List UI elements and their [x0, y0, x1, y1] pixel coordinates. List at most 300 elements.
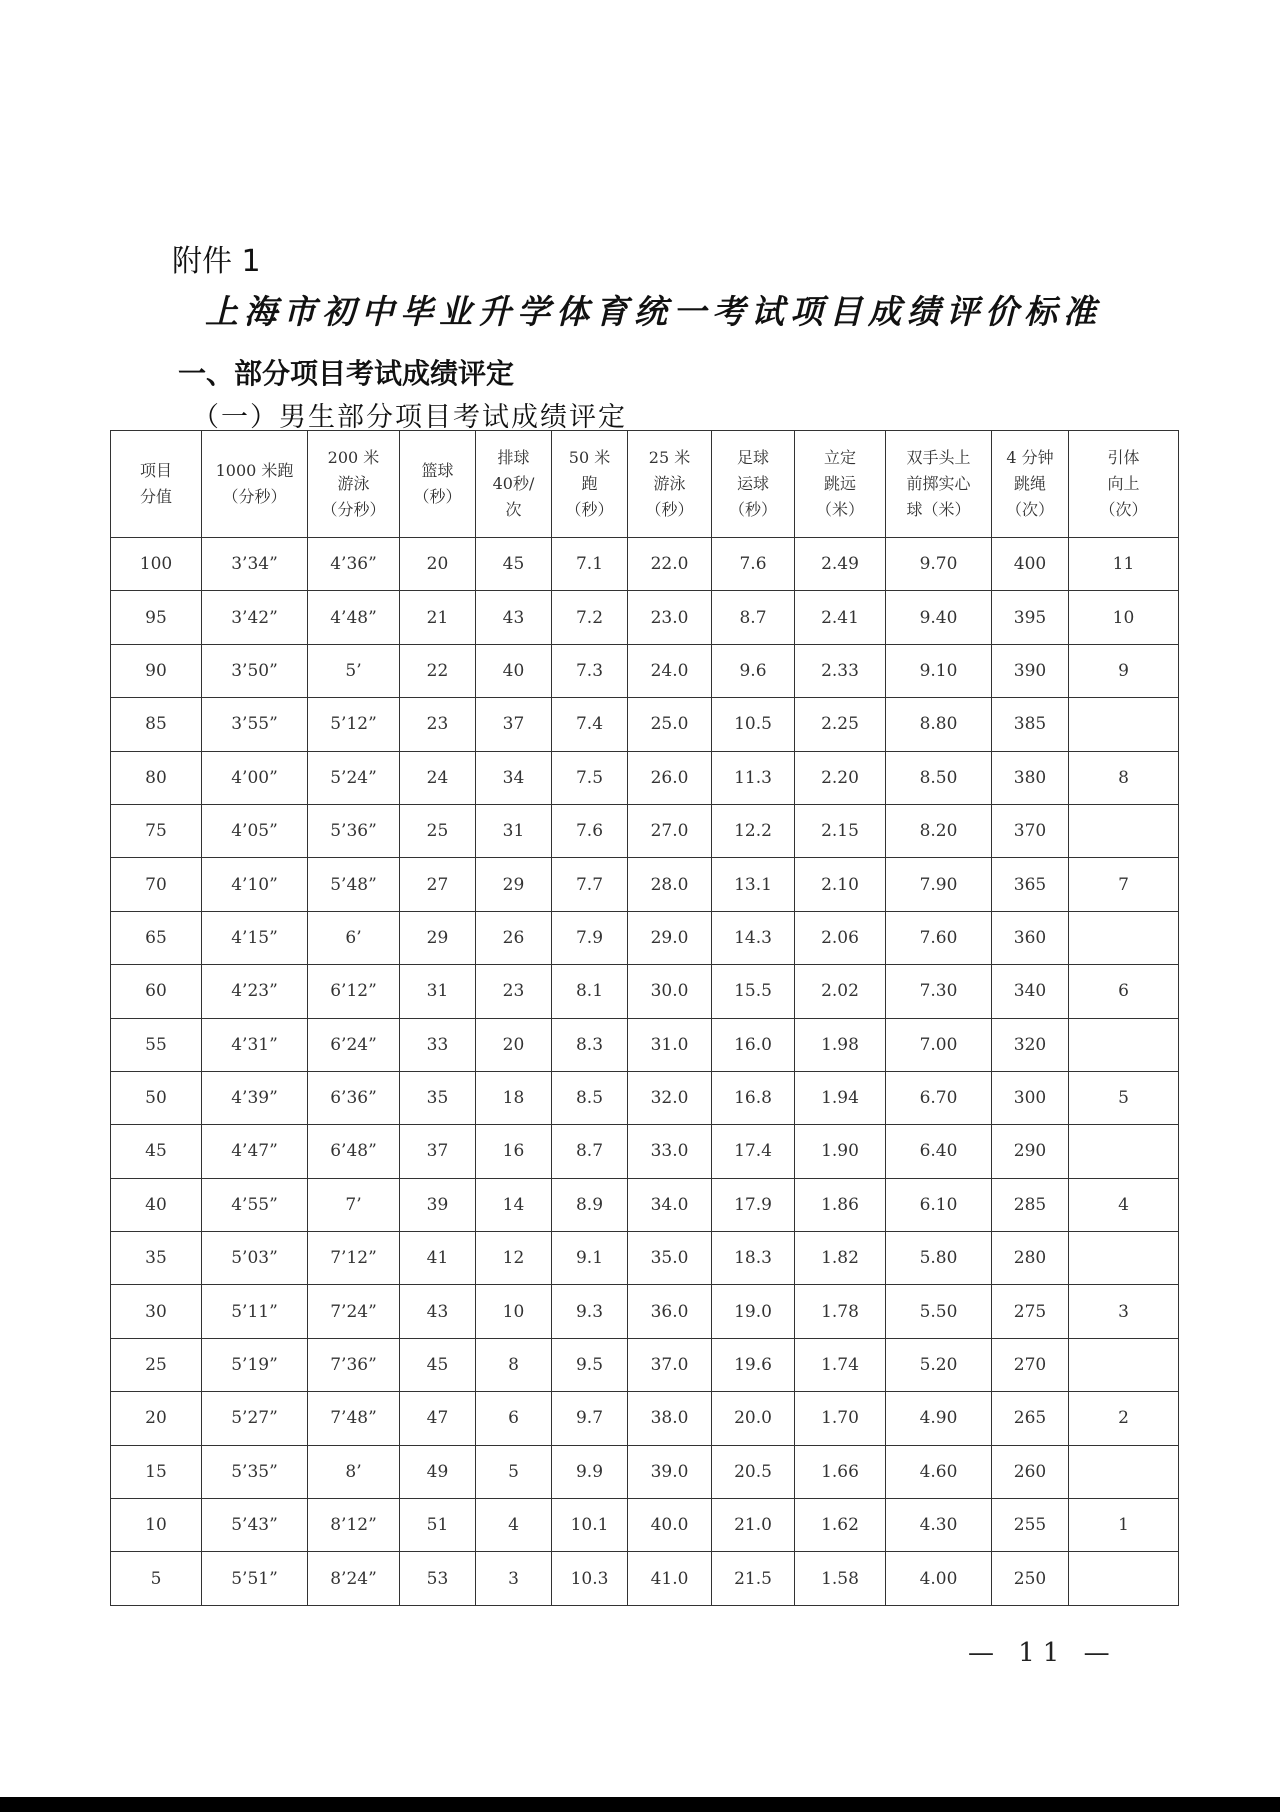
- column-header-line: （分秒）: [222, 487, 287, 506]
- value-cell: 270: [992, 1338, 1069, 1391]
- value-cell: 385: [992, 698, 1069, 751]
- column-header-line: （秒）: [565, 500, 614, 519]
- value-cell: 2.41: [795, 591, 886, 644]
- value-cell: 12.2: [712, 804, 795, 857]
- score-cell: 10: [111, 1499, 202, 1552]
- value-cell: 24: [400, 751, 476, 804]
- value-cell: 51: [400, 1499, 476, 1552]
- value-cell: 8.3: [552, 1018, 628, 1071]
- value-cell: 2.33: [795, 644, 886, 697]
- column-header-line: （秒）: [645, 500, 694, 519]
- column-header-line: 跑: [581, 474, 598, 493]
- value-cell: 5’51”: [202, 1552, 308, 1605]
- score-cell: 95: [111, 591, 202, 644]
- value-cell: 16.0: [712, 1018, 795, 1071]
- score-cell: 70: [111, 858, 202, 911]
- value-cell: 29: [476, 858, 552, 911]
- value-cell: 380: [992, 751, 1069, 804]
- value-cell: 5’43”: [202, 1499, 308, 1552]
- value-cell: [1069, 1445, 1179, 1498]
- value-cell: 360: [992, 911, 1069, 964]
- value-cell: 41.0: [628, 1552, 712, 1605]
- value-cell: 5’48”: [308, 858, 400, 911]
- value-cell: 36.0: [628, 1285, 712, 1338]
- column-header-line: 50 米: [568, 448, 611, 467]
- value-cell: 2: [1069, 1392, 1179, 1445]
- value-cell: 4’15”: [202, 911, 308, 964]
- value-cell: 22.0: [628, 538, 712, 591]
- value-cell: 20.5: [712, 1445, 795, 1498]
- value-cell: 37.0: [628, 1338, 712, 1391]
- value-cell: 14: [476, 1178, 552, 1231]
- value-cell: 265: [992, 1392, 1069, 1445]
- score-cell: 80: [111, 751, 202, 804]
- value-cell: 4.30: [886, 1499, 992, 1552]
- value-cell: 3’55”: [202, 698, 308, 751]
- value-cell: 340: [992, 965, 1069, 1018]
- score-cell: 50: [111, 1071, 202, 1124]
- value-cell: 15.5: [712, 965, 795, 1018]
- value-cell: [1069, 804, 1179, 857]
- table-row: [111, 1178, 1179, 1231]
- value-cell: 1.82: [795, 1232, 886, 1285]
- value-cell: 23.0: [628, 591, 712, 644]
- value-cell: 9.6: [712, 644, 795, 697]
- value-cell: 4’48”: [308, 591, 400, 644]
- value-cell: 5.50: [886, 1285, 992, 1338]
- value-cell: 1.62: [795, 1499, 886, 1552]
- table-row: [111, 965, 1179, 1018]
- value-cell: 320: [992, 1018, 1069, 1071]
- subsection-title: （一）男生部分项目考试成绩评定: [192, 402, 627, 433]
- value-cell: 5’: [308, 644, 400, 697]
- value-cell: 9: [1069, 644, 1179, 697]
- value-cell: 6’24”: [308, 1018, 400, 1071]
- value-cell: 31: [400, 965, 476, 1018]
- value-cell: 41: [400, 1232, 476, 1285]
- value-cell: 7.6: [552, 804, 628, 857]
- value-cell: 38.0: [628, 1392, 712, 1445]
- value-cell: 53: [400, 1552, 476, 1605]
- value-cell: [1069, 1232, 1179, 1285]
- value-cell: 1.74: [795, 1338, 886, 1391]
- value-cell: 395: [992, 591, 1069, 644]
- value-cell: 2.49: [795, 538, 886, 591]
- value-cell: 1: [1069, 1499, 1179, 1552]
- value-cell: 18: [476, 1071, 552, 1124]
- value-cell: 7.3: [552, 644, 628, 697]
- value-cell: 8.7: [712, 591, 795, 644]
- value-cell: 9.9: [552, 1445, 628, 1498]
- column-header-line: 球（米）: [906, 500, 971, 519]
- value-cell: 7’48”: [308, 1392, 400, 1445]
- page-number: — 11 —: [968, 1638, 1118, 1668]
- value-cell: 7.5: [552, 751, 628, 804]
- value-cell: 4.90: [886, 1392, 992, 1445]
- value-cell: 28.0: [628, 858, 712, 911]
- value-cell: 8.1: [552, 965, 628, 1018]
- value-cell: 7.4: [552, 698, 628, 751]
- value-cell: 4’47”: [202, 1125, 308, 1178]
- value-cell: 1.70: [795, 1392, 886, 1445]
- value-cell: 4’36”: [308, 538, 400, 591]
- value-cell: 30.0: [628, 965, 712, 1018]
- value-cell: 45: [476, 538, 552, 591]
- value-cell: 10.5: [712, 698, 795, 751]
- value-cell: 13.1: [712, 858, 795, 911]
- value-cell: 5’19”: [202, 1338, 308, 1391]
- value-cell: 21.0: [712, 1499, 795, 1552]
- column-header-line: （分秒）: [321, 500, 386, 519]
- value-cell: 1.98: [795, 1018, 886, 1071]
- value-cell: 4’10”: [202, 858, 308, 911]
- value-cell: 5’24”: [308, 751, 400, 804]
- column-header-line: 项目: [139, 461, 172, 480]
- value-cell: 17.4: [712, 1125, 795, 1178]
- value-cell: 34: [476, 751, 552, 804]
- value-cell: 280: [992, 1232, 1069, 1285]
- value-cell: [1069, 911, 1179, 964]
- value-cell: 45: [400, 1338, 476, 1391]
- column-header-line: 1000 米跑: [215, 461, 294, 480]
- value-cell: 9.70: [886, 538, 992, 591]
- column-header-line: （次）: [1005, 500, 1054, 519]
- bottom-border: [0, 1797, 1280, 1812]
- value-cell: 27.0: [628, 804, 712, 857]
- value-cell: 29.0: [628, 911, 712, 964]
- value-cell: 29: [400, 911, 476, 964]
- value-cell: 5.20: [886, 1338, 992, 1391]
- value-cell: 33: [400, 1018, 476, 1071]
- value-cell: 39: [400, 1178, 476, 1231]
- value-cell: 7.1: [552, 538, 628, 591]
- value-cell: 10.3: [552, 1552, 628, 1605]
- column-header-line: 立定: [823, 448, 856, 467]
- value-cell: 2.20: [795, 751, 886, 804]
- value-cell: 16.8: [712, 1071, 795, 1124]
- column-header-line: 跳远: [823, 474, 856, 493]
- score-standard-table: [110, 430, 1179, 1606]
- value-cell: 8: [476, 1338, 552, 1391]
- value-cell: 4.00: [886, 1552, 992, 1605]
- column-header-line: 25 米: [648, 448, 691, 467]
- value-cell: 4: [476, 1499, 552, 1552]
- value-cell: 3: [476, 1552, 552, 1605]
- table-row: [111, 538, 1179, 591]
- column-header: [992, 431, 1069, 538]
- value-cell: 4’55”: [202, 1178, 308, 1231]
- table-row: [111, 1445, 1179, 1498]
- value-cell: 35.0: [628, 1232, 712, 1285]
- column-header-line: （秒）: [728, 500, 777, 519]
- value-cell: 6: [1069, 965, 1179, 1018]
- value-cell: 8.50: [886, 751, 992, 804]
- value-cell: 250: [992, 1552, 1069, 1605]
- column-header-line: （次）: [1099, 500, 1148, 519]
- table-row: [111, 804, 1179, 857]
- score-cell: 15: [111, 1445, 202, 1498]
- score-cell: 90: [111, 644, 202, 697]
- column-header: [400, 431, 476, 538]
- value-cell: 6’36”: [308, 1071, 400, 1124]
- table-body: [111, 538, 1179, 1606]
- value-cell: 7.00: [886, 1018, 992, 1071]
- value-cell: 7’36”: [308, 1338, 400, 1391]
- value-cell: 7.60: [886, 911, 992, 964]
- value-cell: 34.0: [628, 1178, 712, 1231]
- value-cell: 47: [400, 1392, 476, 1445]
- value-cell: 8.7: [552, 1125, 628, 1178]
- table-row: [111, 1392, 1179, 1445]
- value-cell: 7: [1069, 858, 1179, 911]
- score-cell: 85: [111, 698, 202, 751]
- value-cell: 14.3: [712, 911, 795, 964]
- column-header-line: （秒）: [413, 487, 462, 506]
- value-cell: 4’39”: [202, 1071, 308, 1124]
- value-cell: 20: [400, 538, 476, 591]
- table-row: [111, 1018, 1179, 1071]
- value-cell: 6: [476, 1392, 552, 1445]
- value-cell: 35: [400, 1071, 476, 1124]
- value-cell: 3: [1069, 1285, 1179, 1338]
- value-cell: 37: [476, 698, 552, 751]
- table-row: [111, 1552, 1179, 1605]
- value-cell: 4’00”: [202, 751, 308, 804]
- value-cell: 2.25: [795, 698, 886, 751]
- value-cell: [1069, 1018, 1179, 1071]
- column-header-line: 双手头上: [906, 448, 971, 467]
- table-header-row: [111, 431, 1179, 538]
- value-cell: 7.9: [552, 911, 628, 964]
- score-cell: 30: [111, 1285, 202, 1338]
- value-cell: 370: [992, 804, 1069, 857]
- score-cell: 5: [111, 1552, 202, 1605]
- table-row: [111, 1125, 1179, 1178]
- value-cell: 260: [992, 1445, 1069, 1498]
- column-header: [1069, 431, 1179, 538]
- value-cell: 7’24”: [308, 1285, 400, 1338]
- value-cell: 40.0: [628, 1499, 712, 1552]
- value-cell: 7.6: [712, 538, 795, 591]
- value-cell: 1.58: [795, 1552, 886, 1605]
- value-cell: 9.3: [552, 1285, 628, 1338]
- value-cell: 5’35”: [202, 1445, 308, 1498]
- table-row: [111, 1285, 1179, 1338]
- value-cell: 25.0: [628, 698, 712, 751]
- value-cell: 23: [476, 965, 552, 1018]
- column-header: [795, 431, 886, 538]
- value-cell: 4’05”: [202, 804, 308, 857]
- attachment-label: 附件 1: [172, 244, 261, 279]
- value-cell: 40: [476, 644, 552, 697]
- table-row: [111, 1232, 1179, 1285]
- value-cell: 8.5: [552, 1071, 628, 1124]
- value-cell: 5: [476, 1445, 552, 1498]
- value-cell: 6.10: [886, 1178, 992, 1231]
- value-cell: 8: [1069, 751, 1179, 804]
- value-cell: 39.0: [628, 1445, 712, 1498]
- value-cell: 25: [400, 804, 476, 857]
- table-row: [111, 858, 1179, 911]
- score-cell: 60: [111, 965, 202, 1018]
- value-cell: 22: [400, 644, 476, 697]
- value-cell: 10.1: [552, 1499, 628, 1552]
- value-cell: 4’31”: [202, 1018, 308, 1071]
- value-cell: 1.66: [795, 1445, 886, 1498]
- value-cell: 6.70: [886, 1071, 992, 1124]
- column-header-line: 前掷实心: [906, 474, 971, 493]
- column-header: [476, 431, 552, 538]
- value-cell: 37: [400, 1125, 476, 1178]
- value-cell: 3’34”: [202, 538, 308, 591]
- value-cell: 7.2: [552, 591, 628, 644]
- value-cell: 275: [992, 1285, 1069, 1338]
- column-header-line: 足球: [736, 448, 769, 467]
- column-header-line: 篮球: [421, 461, 454, 480]
- value-cell: [1069, 1125, 1179, 1178]
- value-cell: 31: [476, 804, 552, 857]
- value-cell: 8’24”: [308, 1552, 400, 1605]
- column-header-line: 跳绳: [1013, 474, 1046, 493]
- value-cell: 26.0: [628, 751, 712, 804]
- score-cell: 55: [111, 1018, 202, 1071]
- table-row: [111, 1071, 1179, 1124]
- value-cell: 4: [1069, 1178, 1179, 1231]
- column-header-line: 分值: [139, 487, 172, 506]
- score-cell: 35: [111, 1232, 202, 1285]
- column-header-line: 200 米: [327, 448, 380, 467]
- table-row: [111, 1338, 1179, 1391]
- value-cell: 7.7: [552, 858, 628, 911]
- value-cell: 21.5: [712, 1552, 795, 1605]
- value-cell: 19.0: [712, 1285, 795, 1338]
- value-cell: 6’: [308, 911, 400, 964]
- value-cell: 19.6: [712, 1338, 795, 1391]
- score-cell: 100: [111, 538, 202, 591]
- value-cell: 24.0: [628, 644, 712, 697]
- value-cell: [1069, 698, 1179, 751]
- value-cell: 8.80: [886, 698, 992, 751]
- score-cell: 20: [111, 1392, 202, 1445]
- column-header-line: （米）: [815, 500, 864, 519]
- value-cell: 5’27”: [202, 1392, 308, 1445]
- value-cell: 20.0: [712, 1392, 795, 1445]
- document-title: 上海市初中毕业升学体育统一考试项目成绩评价标准: [205, 292, 1102, 331]
- value-cell: 10: [476, 1285, 552, 1338]
- value-cell: 7’: [308, 1178, 400, 1231]
- value-cell: 16: [476, 1125, 552, 1178]
- column-header: [886, 431, 992, 538]
- value-cell: 21: [400, 591, 476, 644]
- value-cell: 6.40: [886, 1125, 992, 1178]
- score-cell: 25: [111, 1338, 202, 1391]
- table-row: [111, 644, 1179, 697]
- value-cell: 10: [1069, 591, 1179, 644]
- value-cell: 12: [476, 1232, 552, 1285]
- value-cell: 2.06: [795, 911, 886, 964]
- value-cell: 285: [992, 1178, 1069, 1231]
- value-cell: 8’12”: [308, 1499, 400, 1552]
- value-cell: 27: [400, 858, 476, 911]
- column-header: [552, 431, 628, 538]
- value-cell: 7.30: [886, 965, 992, 1018]
- value-cell: 11: [1069, 538, 1179, 591]
- value-cell: [1069, 1338, 1179, 1391]
- value-cell: 26: [476, 911, 552, 964]
- value-cell: 8.20: [886, 804, 992, 857]
- value-cell: 6’12”: [308, 965, 400, 1018]
- value-cell: 390: [992, 644, 1069, 697]
- value-cell: 11.3: [712, 751, 795, 804]
- value-cell: 365: [992, 858, 1069, 911]
- value-cell: 18.3: [712, 1232, 795, 1285]
- value-cell: 3’50”: [202, 644, 308, 697]
- value-cell: 9.7: [552, 1392, 628, 1445]
- value-cell: 9.40: [886, 591, 992, 644]
- score-cell: 75: [111, 804, 202, 857]
- value-cell: 6’48”: [308, 1125, 400, 1178]
- value-cell: 5’11”: [202, 1285, 308, 1338]
- value-cell: 4.60: [886, 1445, 992, 1498]
- value-cell: 400: [992, 538, 1069, 591]
- value-cell: 5’36”: [308, 804, 400, 857]
- value-cell: 5’03”: [202, 1232, 308, 1285]
- value-cell: 9.5: [552, 1338, 628, 1391]
- value-cell: 49: [400, 1445, 476, 1498]
- table-row: [111, 698, 1179, 751]
- value-cell: 5: [1069, 1071, 1179, 1124]
- value-cell: 5’12”: [308, 698, 400, 751]
- value-cell: 2.15: [795, 804, 886, 857]
- value-cell: 9.10: [886, 644, 992, 697]
- score-cell: 65: [111, 911, 202, 964]
- score-cell: 45: [111, 1125, 202, 1178]
- value-cell: 7’12”: [308, 1232, 400, 1285]
- column-header: [111, 431, 202, 538]
- value-cell: 300: [992, 1071, 1069, 1124]
- value-cell: 43: [400, 1285, 476, 1338]
- value-cell: 4’23”: [202, 965, 308, 1018]
- column-header-line: 次: [505, 500, 522, 519]
- column-header: [308, 431, 400, 538]
- table-row: [111, 1499, 1179, 1552]
- column-header-line: 游泳: [653, 474, 686, 493]
- column-header-line: 游泳: [337, 474, 370, 493]
- value-cell: 255: [992, 1499, 1069, 1552]
- value-cell: 31.0: [628, 1018, 712, 1071]
- value-cell: 32.0: [628, 1071, 712, 1124]
- column-header: [628, 431, 712, 538]
- value-cell: 5.80: [886, 1232, 992, 1285]
- table-row: [111, 751, 1179, 804]
- score-cell: 40: [111, 1178, 202, 1231]
- value-cell: 9.1: [552, 1232, 628, 1285]
- column-header-line: 向上: [1107, 474, 1140, 493]
- value-cell: 290: [992, 1125, 1069, 1178]
- value-cell: 23: [400, 698, 476, 751]
- value-cell: 17.9: [712, 1178, 795, 1231]
- value-cell: 7.90: [886, 858, 992, 911]
- column-header-line: 排球: [497, 448, 530, 467]
- table-row: [111, 911, 1179, 964]
- value-cell: 2.10: [795, 858, 886, 911]
- value-cell: 2.02: [795, 965, 886, 1018]
- column-header-line: 40秒/: [492, 474, 535, 493]
- value-cell: 1.86: [795, 1178, 886, 1231]
- value-cell: 1.78: [795, 1285, 886, 1338]
- value-cell: 1.90: [795, 1125, 886, 1178]
- value-cell: [1069, 1552, 1179, 1605]
